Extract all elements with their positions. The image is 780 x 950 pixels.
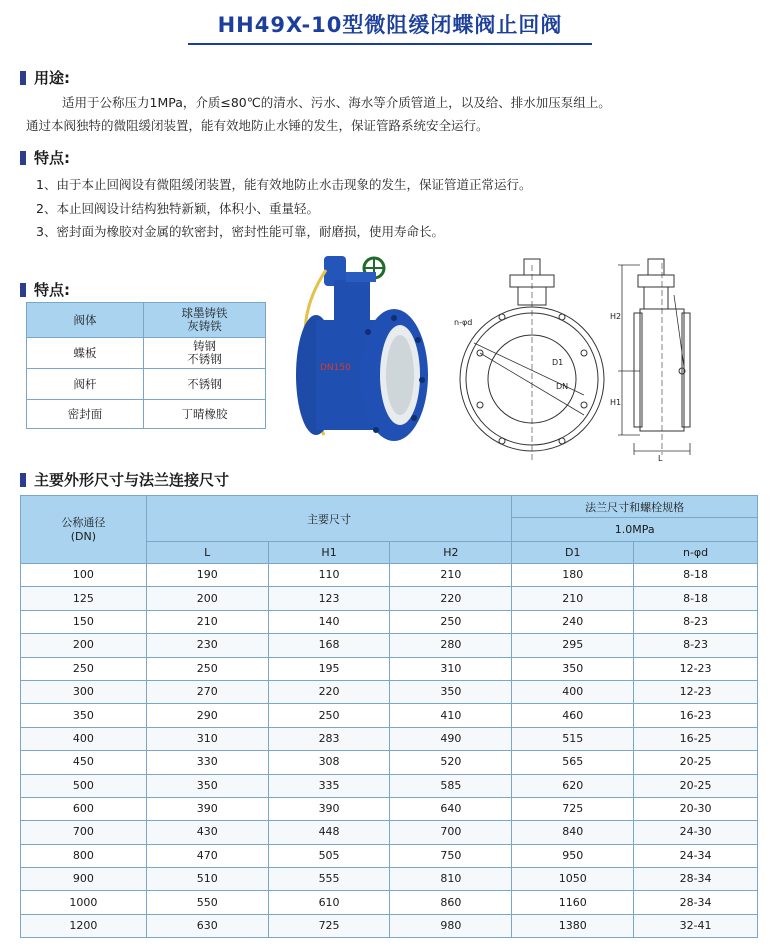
section-marker — [20, 151, 26, 165]
table-row — [21, 680, 758, 703]
l-cell: 310 — [146, 727, 268, 750]
table-row — [21, 821, 758, 844]
pressure-header: 1.0MPa — [512, 518, 758, 542]
dimensions-table-body — [21, 564, 758, 938]
materials-table — [26, 302, 266, 429]
l-cell: 190 — [146, 564, 268, 587]
material-cell — [144, 338, 266, 369]
l-label: L — [658, 454, 663, 463]
h2-cell: 700 — [390, 821, 512, 844]
dn-cell: 350 — [21, 704, 147, 727]
l-cell: 390 — [146, 797, 268, 820]
bolts-cell: 32-41 — [634, 914, 758, 937]
table-row — [21, 844, 758, 867]
usage-line-2: 通过本阀独特的微阻缓闭装置，能有效地防止水锤的发生，保证管路系统安全运行。 — [26, 118, 489, 133]
l-cell: 470 — [146, 844, 268, 867]
feature-line-2: 2、本止回阀设计结构独特新颖，体积小、重量轻。 — [36, 201, 319, 216]
h1-cell: 123 — [268, 587, 390, 610]
h1-cell: 390 — [268, 797, 390, 820]
h2-cell: 350 — [390, 680, 512, 703]
part-cell: 蝶板 — [27, 338, 144, 369]
l-cell: 200 — [146, 587, 268, 610]
bolts-cell: 16-23 — [634, 704, 758, 727]
features-heading-label: 特点: — [34, 149, 70, 167]
h2-cell: 490 — [390, 727, 512, 750]
l-cell: 510 — [146, 868, 268, 891]
h2-cell: 980 — [390, 914, 512, 937]
d1-cell: 350 — [512, 657, 634, 680]
l-cell: 250 — [146, 657, 268, 680]
dn-cell: 250 — [21, 657, 147, 680]
h1-cell: 335 — [268, 774, 390, 797]
col-header-h1: H1 — [268, 542, 390, 564]
d1-cell: 725 — [512, 797, 634, 820]
valve-photo-label: DN150 — [320, 363, 351, 373]
dn-header — [21, 496, 147, 564]
part-cell: 密封面 — [27, 400, 144, 429]
table-row — [21, 704, 758, 727]
dn-cell: 150 — [21, 610, 147, 633]
usage-heading — [20, 68, 220, 88]
materials-row — [27, 338, 266, 369]
materials-row — [27, 303, 266, 338]
d1-cell: 620 — [512, 774, 634, 797]
h2-cell: 410 — [390, 704, 512, 727]
h2-cell: 280 — [390, 634, 512, 657]
h2-cell: 520 — [390, 751, 512, 774]
bolts-cell: 20-30 — [634, 797, 758, 820]
d1-cell: 240 — [512, 610, 634, 633]
valve-photo — [276, 250, 444, 445]
h2-cell: 210 — [390, 564, 512, 587]
bolt-spec-label: n-φd — [454, 318, 473, 327]
bolts-cell: 20-25 — [634, 751, 758, 774]
dn-cell: 500 — [21, 774, 147, 797]
dn-header-line: (DN) — [70, 529, 97, 543]
dn-label: DN — [556, 382, 569, 391]
bolts-cell: 8-18 — [634, 587, 758, 610]
d1-cell: 1380 — [512, 914, 634, 937]
materials-heading-label: 特点: — [34, 281, 70, 299]
d1-cell: 210 — [512, 587, 634, 610]
l-cell: 230 — [146, 634, 268, 657]
l-cell: 210 — [146, 610, 268, 633]
col-header-l: L — [146, 542, 268, 564]
d1-cell: 295 — [512, 634, 634, 657]
h1-cell: 195 — [268, 657, 390, 680]
d1-cell: 565 — [512, 751, 634, 774]
bolts-cell: 12-23 — [634, 657, 758, 680]
dn-cell: 100 — [21, 564, 147, 587]
usage-heading-label: 用途: — [34, 69, 70, 87]
h1-cell: 725 — [268, 914, 390, 937]
flange-header: 法兰尺寸和螺栓规格 — [512, 496, 758, 518]
material-cell — [144, 303, 266, 338]
title-underline — [188, 43, 592, 45]
bolts-cell: 12-23 — [634, 680, 758, 703]
h2-cell: 585 — [390, 774, 512, 797]
part-cell: 阀杆 — [27, 369, 144, 400]
page-title: HH49X-10型微阻缓闭蝶阀止回阀 — [217, 13, 563, 37]
section-marker — [20, 71, 26, 85]
col-header-h2: H2 — [390, 542, 512, 564]
h2-cell: 860 — [390, 891, 512, 914]
h2-cell: 310 — [390, 657, 512, 680]
header-row — [21, 496, 758, 518]
bolts-cell: 28-34 — [634, 868, 758, 891]
side-view-drawing — [610, 255, 720, 465]
dn-cell: 1200 — [21, 914, 147, 937]
front-view-drawing — [454, 255, 624, 465]
bolts-cell: 8-23 — [634, 610, 758, 633]
l-cell: 330 — [146, 751, 268, 774]
h2-cell: 750 — [390, 844, 512, 867]
dn-header-line: 公称通径 — [61, 515, 106, 529]
table-row — [21, 868, 758, 891]
h1-cell: 220 — [268, 680, 390, 703]
h2-cell: 220 — [390, 587, 512, 610]
bolts-cell: 28-34 — [634, 891, 758, 914]
h1-cell: 610 — [268, 891, 390, 914]
d1-label: D1 — [552, 358, 564, 367]
h2-cell: 250 — [390, 610, 512, 633]
dn-cell: 900 — [21, 868, 147, 891]
h1-cell: 168 — [268, 634, 390, 657]
material-cell: 丁晴橡胶 — [144, 400, 266, 429]
dn-cell: 450 — [21, 751, 147, 774]
d1-cell: 460 — [512, 704, 634, 727]
l-cell: 350 — [146, 774, 268, 797]
material-line: 球墨铸铁 — [181, 306, 228, 320]
h2-cell: 640 — [390, 797, 512, 820]
h1-cell: 140 — [268, 610, 390, 633]
dn-cell: 1000 — [21, 891, 147, 914]
material-cell: 不锈钢 — [144, 369, 266, 400]
col-header-d1: D1 — [512, 542, 634, 564]
table-row — [21, 564, 758, 587]
section-marker — [20, 473, 26, 487]
d1-cell: 840 — [512, 821, 634, 844]
table-row — [21, 727, 758, 750]
l-cell: 290 — [146, 704, 268, 727]
table-row — [21, 657, 758, 680]
h1-cell: 555 — [268, 868, 390, 891]
h1-cell: 448 — [268, 821, 390, 844]
material-line: 铸钢 — [193, 339, 216, 353]
h1-label: H1 — [610, 398, 622, 407]
d1-cell: 180 — [512, 564, 634, 587]
l-cell: 630 — [146, 914, 268, 937]
bolts-cell: 20-25 — [634, 774, 758, 797]
dn-cell: 200 — [21, 634, 147, 657]
table-row — [21, 634, 758, 657]
table-row — [21, 914, 758, 937]
h1-cell: 283 — [268, 727, 390, 750]
h2-cell: 810 — [390, 868, 512, 891]
bolts-cell: 24-30 — [634, 821, 758, 844]
feature-line-3: 3、密封面为橡胶对金属的软密封，密封性能可靠，耐磨损，使用寿命长。 — [36, 224, 444, 239]
h1-cell: 308 — [268, 751, 390, 774]
bolts-cell: 8-23 — [634, 634, 758, 657]
l-cell: 270 — [146, 680, 268, 703]
h2-label: H2 — [610, 312, 622, 321]
table-row — [21, 774, 758, 797]
d1-cell: 1160 — [512, 891, 634, 914]
d1-cell: 1050 — [512, 868, 634, 891]
dimensions-heading — [20, 470, 420, 490]
section-marker — [20, 283, 26, 297]
material-line: 灰铸铁 — [187, 319, 222, 333]
table-row — [21, 891, 758, 914]
table-row — [21, 587, 758, 610]
main-dimensions-header: 主要尺寸 — [146, 496, 511, 542]
dn-cell: 700 — [21, 821, 147, 844]
part-cell: 阀体 — [27, 303, 144, 338]
h1-cell: 505 — [268, 844, 390, 867]
dn-cell: 300 — [21, 680, 147, 703]
table-row — [21, 797, 758, 820]
h1-cell: 110 — [268, 564, 390, 587]
feature-line-1: 1、由于本止回阀设有微阻缓闭装置，能有效地防止水击现象的发生，保证管道正常运行。 — [36, 177, 532, 192]
dn-cell: 600 — [21, 797, 147, 820]
table-row — [21, 751, 758, 774]
material-line: 不锈钢 — [187, 352, 222, 366]
materials-row — [27, 369, 266, 400]
page-title-block — [188, 10, 592, 46]
bolts-cell: 8-18 — [634, 564, 758, 587]
dn-cell: 400 — [21, 727, 147, 750]
d1-cell: 950 — [512, 844, 634, 867]
l-cell: 430 — [146, 821, 268, 844]
dimensions-table — [20, 495, 758, 938]
col-header-bolts: n-φd — [634, 542, 758, 564]
d1-cell: 400 — [512, 680, 634, 703]
usage-line-1: 适用于公称压力1MPa，介质≤80℃的清水、污水、海水等介质管道上，以及给、排水加压泵组上。 — [62, 95, 611, 110]
h1-cell: 250 — [268, 704, 390, 727]
table-row — [21, 610, 758, 633]
materials-heading — [20, 280, 220, 300]
bolts-cell: 24-34 — [634, 844, 758, 867]
dn-cell: 125 — [21, 587, 147, 610]
l-cell: 550 — [146, 891, 268, 914]
materials-row — [27, 400, 266, 429]
bolts-cell: 16-25 — [634, 727, 758, 750]
dn-cell: 800 — [21, 844, 147, 867]
dimensions-heading-label: 主要外形尺寸与法兰连接尺寸 — [34, 471, 230, 489]
d1-cell: 515 — [512, 727, 634, 750]
features-heading — [20, 148, 220, 168]
